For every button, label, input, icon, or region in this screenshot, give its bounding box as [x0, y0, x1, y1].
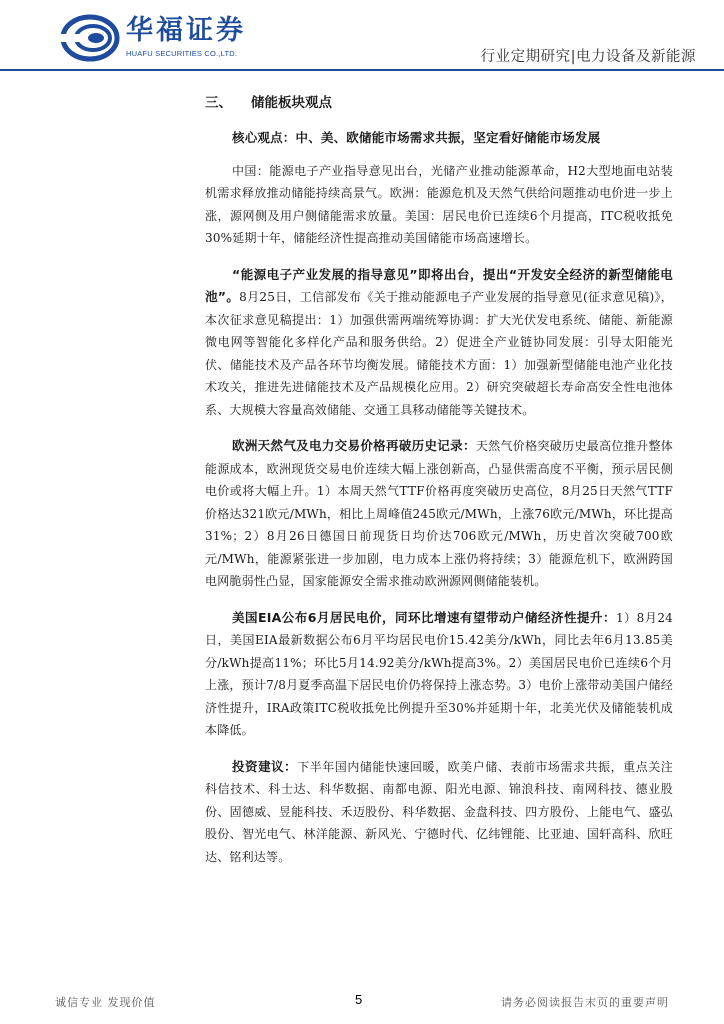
- paragraph-text: 下半年国内储能快速回暖，欧美户储、表前市场需求共振，重点关注科信技术、科士达、科华数据、南都电源、阳光电源、锦浪科技、南网科技、德业股份、固德威、昱能科技、禾迈股份、科华数据、金盘科技、四方股份、上能电气、盛弘股份、智光电气、林洋能源、新风光、宁德时代、亿纬锂能、比亚迪、国轩高科、欣旺达、铭利达等。: [205, 759, 673, 864]
- main-content: [205, 85, 673, 882]
- paragraph-text: 8月25日，工信部发布《关于推动能源电子产业发展的指导意见(征求意见稿)》，本次征求意见稿提出：1）加强供需两端统筹协调：扩大光伏发电系统、储能、新能源微电网等智能化多样化产品和服务供给。2）促进全产业链协同发展：引导太阳能光伏、储能技术及产品各环节均衡发展。储能技术方面：1）加强新型储能电池产业化技术攻关，推进先进储能技术及产品规模化应用。2）研究突破超长寿命高安全性电池体系、大规模大容量高效储能、交通工具移动储能等关键技术。: [205, 290, 673, 417]
- page-number: 5: [355, 992, 363, 1007]
- paragraph-lead: 投资建议：: [232, 758, 298, 774]
- section-number: 三、: [205, 95, 232, 111]
- paragraph-lead: 欧洲天然气及电力交易价格再破历史记录：: [232, 438, 476, 453]
- report-category: 行业定期研究|电力设备及新能源: [480, 49, 696, 65]
- paragraph-us-eia: [205, 607, 673, 742]
- core-view: 核心观点：中、美、欧储能市场需求共振，坚定看好储能市场发展: [232, 130, 601, 145]
- paragraph-china-eu-us: [205, 160, 673, 250]
- section-heading: [205, 91, 673, 111]
- footer-disclaimer: 请务必阅读报告末页的重要声明: [501, 996, 669, 1009]
- paragraph-lead: “能源电子产业发展的指导意见”即将出台，提出“开发安全经济的新型储能电池”。: [205, 266, 673, 304]
- logo-swirl-icon: [60, 14, 120, 62]
- logo-chinese-name: 华福证券: [126, 15, 246, 46]
- paragraph-text: 天然气价格突破历史最高位推升整体能源成本，欧洲现货交易电价连续大幅上涨创新高，凸显供需高度不平衡，预示居民侧电价或将大幅上升。1）本周天然气TTF价格再度突破历史高位，8月25日天然气TTF价格达321欧元/MWh，相比上周峰值245欧元/MWh，上涨76欧元/MWh，环比提高31%；2）8月26日德国日前现货日均价达706欧元/MWh，历史首次突破700欧元/MWh，能源紧张进一步加剧，电力成本上涨仍将持续；3）能源危机下，欧洲跨国电网脆弱性凸显，国家能源安全需求推动欧洲源网侧储能装机。: [205, 439, 673, 588]
- logo-english-name: HUAFU SECURITIES CO.,LTD.: [126, 49, 238, 58]
- paragraph-europe-gas: [205, 435, 673, 593]
- company-logo: [60, 14, 250, 64]
- page-header: [0, 0, 724, 80]
- paragraph-text: 1）8月24日，美国EIA最新数据公布6月平均居民电价15.42美分/kWh，同比去年6月13.85美分/kWh提高11%；环比5月14.92美分/kWh提高3%。2）美国居民电价已连续6个月上涨，预计7/8月夏季高温下居民电价仍将保持上涨态势。3）电价上涨带动美国户储经济性提升，IRA政策ITC税收抵免比例提升至30%并延期十年，北美光伏及储能装机成本降低。: [205, 610, 673, 737]
- section-title: 储能板块观点: [251, 95, 332, 111]
- paragraph-lead: 美国EIA公布6月居民电价，同环比增速有望带动户储经济性提升：: [232, 609, 617, 625]
- paragraph-investment-advice: [205, 756, 673, 869]
- footer-slogan: 诚信专业 发现价值: [55, 996, 156, 1009]
- header-divider: [0, 69, 724, 71]
- paragraph-text: 中国：能源电子产业指导意见出台，光储产业推动能源革命，H2大型地面电站装机需求释放推动储能持续高景气。欧洲：能源危机及天然气供给问题推动电价进一步上涨，源网侧及用户侧储能需求放量。美国：居民电价已连续6个月提高，ITC税收抵免30%延期十年，储能经济性提高推动美国储能市场高速增长。: [205, 163, 673, 245]
- paragraph-energy-electronics: [205, 264, 673, 422]
- page-footer: [0, 990, 724, 1024]
